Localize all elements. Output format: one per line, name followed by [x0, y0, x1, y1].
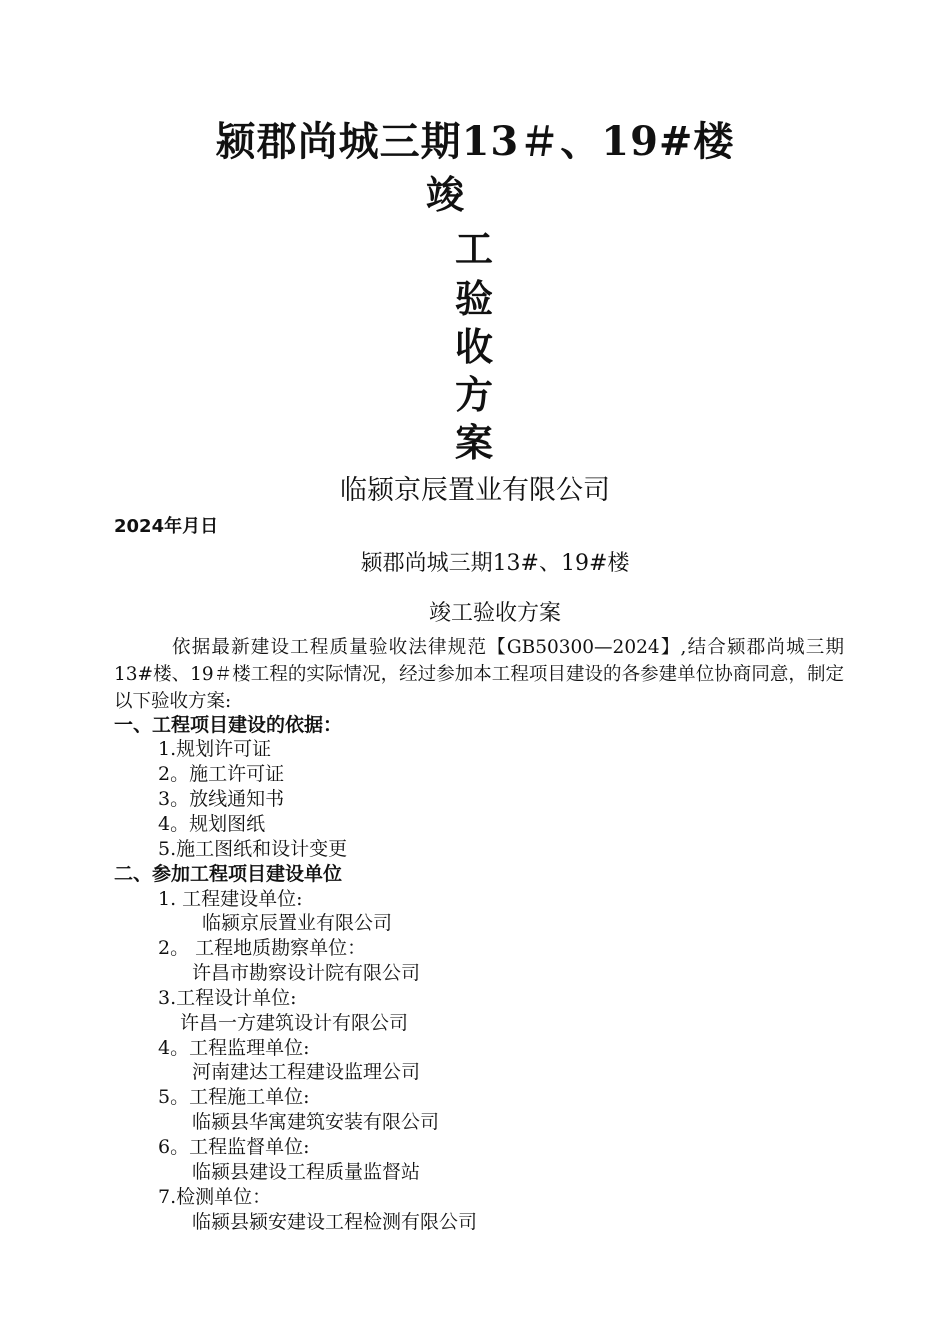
cover-vertical-char-4: 收 [455, 325, 494, 369]
unit-name: 临颍县建设工程质量监督站 [192, 1161, 421, 1183]
cover-date: 2024年月日 [114, 516, 219, 537]
unit-name: 许昌一方建筑设计有限公司 [180, 1012, 409, 1034]
unit-name: 临颍县颍安建设工程检测有限公司 [192, 1211, 478, 1233]
basis-item: 4。规划图纸 [158, 813, 266, 835]
basis-item: 3。放线通知书 [158, 788, 285, 810]
basis-item: 5.施工图纸和设计变更 [158, 838, 348, 860]
unit-label: 2。 工程地质勘察单位： [158, 937, 367, 959]
section-1-title: 一、工程项目建设的依据： [114, 714, 343, 736]
section-2-title: 二、参加工程项目建设单位 [114, 863, 343, 885]
unit-label: 5。工程施工单位: [158, 1086, 310, 1108]
unit-label: 4。工程监理单位: [158, 1037, 310, 1059]
basis-item: 1.规划许可证 [158, 738, 272, 760]
unit-label: 7.检测单位： [158, 1186, 272, 1208]
intro-paragraph: 依据最新建设工程质量验收法律规范【GB50300—2024】,结合颍郡尚城三期13#楼、19＃楼工程的实际情况，经过参加本工程项目建设的各参建单位协商同意，制定以下验收方案: [114, 637, 844, 712]
unit-label: 3.工程设计单位: [158, 987, 297, 1009]
cover-vertical-char-6: 案 [455, 421, 494, 465]
unit-label: 6。工程监督单位: [158, 1136, 310, 1158]
basis-item: 2。施工许可证 [158, 763, 285, 785]
unit-name: 临颍京辰置业有限公司 [202, 912, 393, 934]
cover-vertical-char-1: 竣 [426, 173, 465, 217]
cover-company: 临颍京辰置业有限公司 [340, 475, 610, 506]
body-heading-1: 颍郡尚城三期13#、19#楼 [360, 551, 630, 576]
cover-vertical-char-2: 工 [455, 227, 494, 271]
cover-title: 颍郡尚城三期13＃、19#楼 [215, 118, 735, 165]
cover-vertical-char-5: 方 [455, 373, 494, 417]
unit-name: 临颍县华寓建筑安装有限公司 [192, 1111, 440, 1133]
cover-vertical-char-3: 验 [455, 277, 494, 321]
unit-name: 河南建达工程建设监理公司 [192, 1061, 421, 1083]
body-heading-2: 竣工验收方案 [428, 601, 561, 626]
unit-name: 许昌市勘察设计院有限公司 [192, 962, 421, 984]
unit-label: 1. 工程建设单位: [158, 888, 303, 910]
